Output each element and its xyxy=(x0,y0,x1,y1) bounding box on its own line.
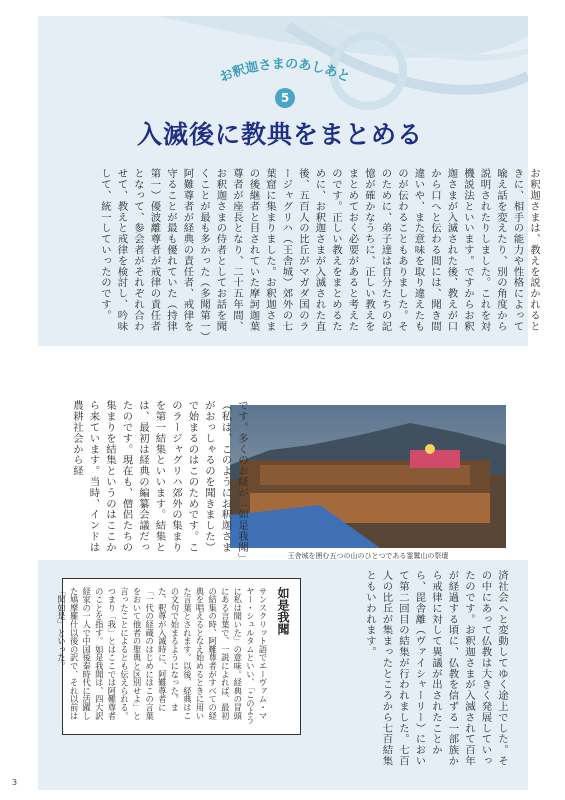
page-number: 3 xyxy=(12,778,18,787)
page-title: 入滅後に教典をまとめる xyxy=(136,120,423,149)
issue-number-badge: 5 xyxy=(275,88,295,108)
svg-text:お釈迦さまのあしあと: お釈迦さまのあしあと xyxy=(217,56,353,86)
body-text-middle: です。多くのお経が「如是我聞」（私は、このようにお釈迦さまがおっしゃるのを聞きました）で始まるのはこのためです。このラージャグリハ郊外の集まりを第一結集といいます。結集とは、最初は経典の編纂会議だったのです。現在も、僧侶たちの集まりを結集というのはここから来ています。当時、インドは農耕社会から経 xyxy=(71,400,248,559)
note-text: サンスクリット語でエーヴァム・マヤー・シュルタムといい、「このように私は聞いた」の意味。経典の冒頭にある言葉で、一説によれば、最初の結集の時、阿難尊者がすべての経典を唱えるとなえ始めるときに用いた言葉とされます。以後、経典はこの文句で始まるようになった。また、釈尊が入滅時に、阿難尊者に「一代の経蔵のはじめにはこの言葉をおいて他者の聖典と区別せよ」と言ったことによるとも伝えられる。つまり「我」とはここでは阿難尊者のことを指す。如是我聞は、四大訳経家の一人で中国後秦時代に活躍した鳩摩羅什以後の訳で、それ以前は「聞如是」といった。 xyxy=(56,587,268,724)
body-text-bottom: 済社会へと変動してゆく途上でした。その中にあって仏教は大きく発展していったのです。お釈迦さまが入滅されて百年が経過する頃に、仏教を信ずる一部族から戒律に対して異議が出されたことから、毘舎離（ヴァイシャーリー）において第二回目の結集が行われました。七百人の比丘が集まったところから七百結集ともいわれます。 xyxy=(364,570,508,767)
note-heading: 如是我聞 xyxy=(276,587,290,635)
photo-image xyxy=(230,405,506,548)
body-text-top: お釈迦さまは、教えを説かれるときに、相手の能力や性格によって喩え話を変えたり、別の角度から説明されたりしました。これを対機説法といいます。ですからお釈迦さまが入滅された後、教えが口から口へと伝わる間には、聞き間違いや、また意味を取り違えたものが伝わることもありました。そのために、弟子達は自分たちの記憶が確かなうちに、正しい教えをまとめておく必要があると考えたのです。正しい教えをまとめるために、お釈迦さまが入滅された直後、五百人の比丘がマガダ国のラージャグリハ（王舎城）郊外の七葉窟に集まりました。お釈迦さまの後継者と目されていた摩訶迦葉尊者が座長となり、二十五年間、お釈迦さまの侍者としてお話を聞くことが最も多かった（多聞第一）阿難尊者が経典の責任者、戒律を守ることが最も優れていた（持律第一）優波離尊者が戒律の責任者となって、参会者がそれぞれ合わせて、教えと戒律を検討し、吟味して、統一していったのです。 xyxy=(99,168,540,338)
altar-photo xyxy=(230,405,506,548)
note-box xyxy=(56,578,301,735)
photo-caption: 王舎城を囲む五つの山のひとつである霊鷲山の祭壇 xyxy=(287,552,449,560)
